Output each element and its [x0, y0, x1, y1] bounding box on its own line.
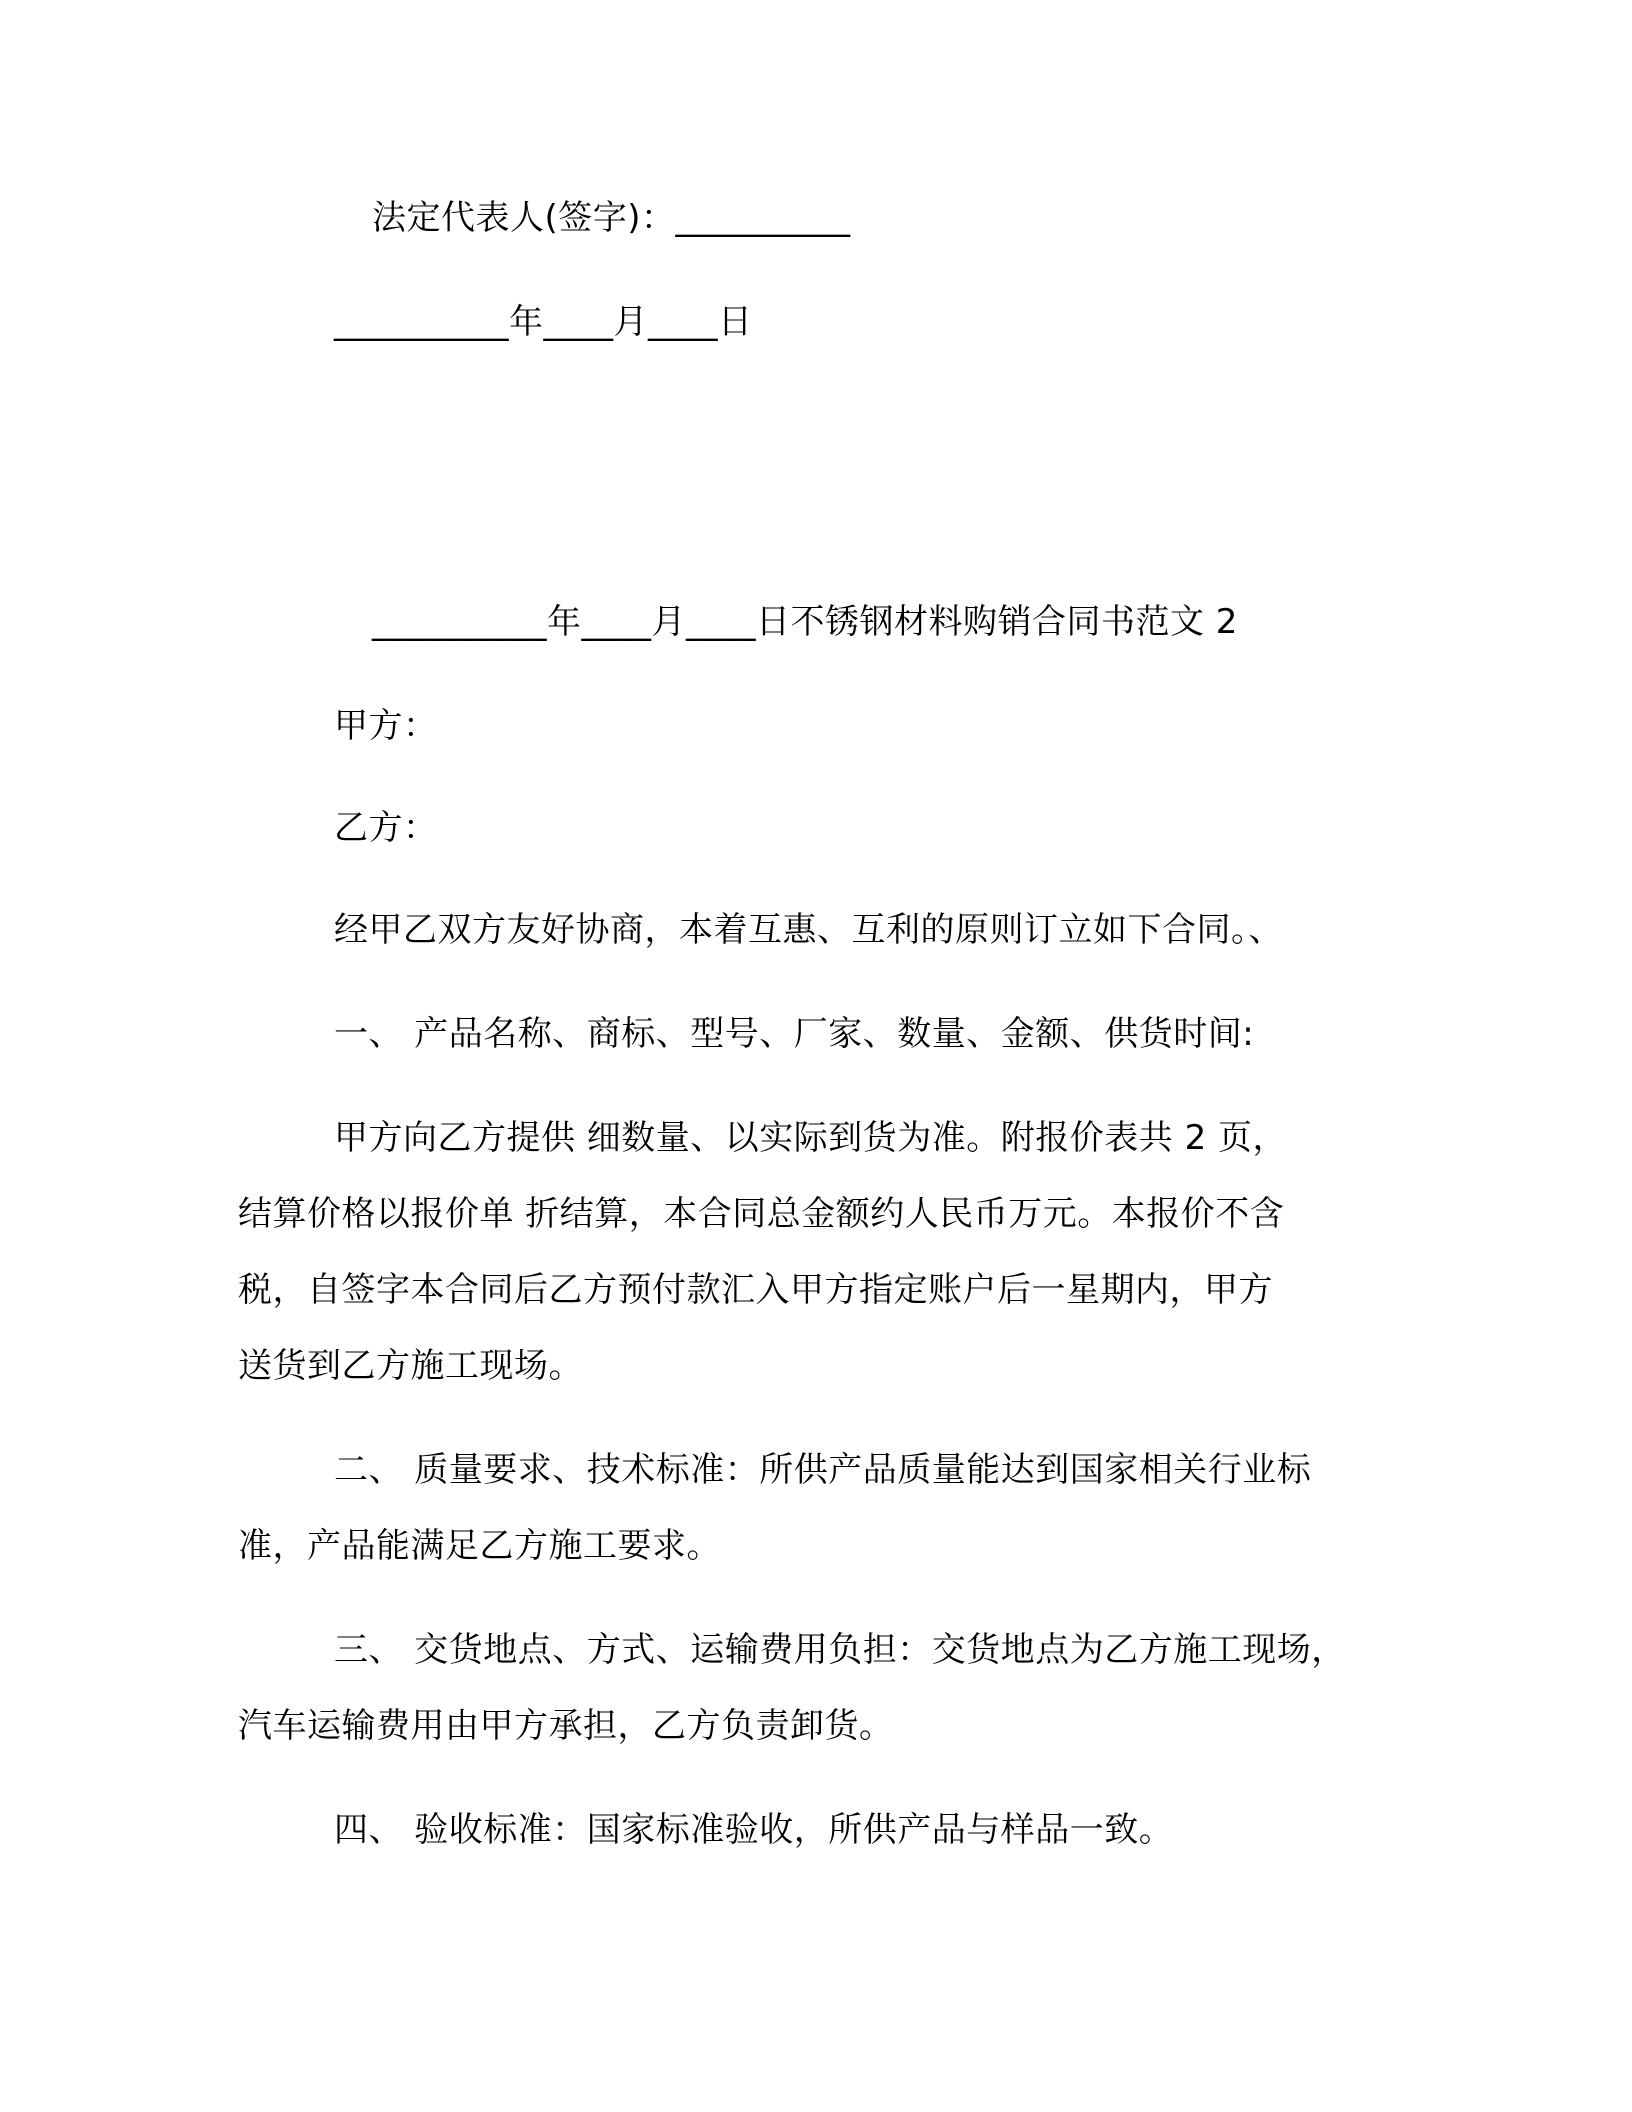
section-1-line: 甲方向乙方提供 细数量、以实际到货为准。附报价表共 2 页， [334, 1118, 1288, 1158]
section-2-line: 准，产品能满足乙方施工要求。 [238, 1526, 721, 1566]
legal-representative-signature-line: 法定代表人(签字)：__________ [372, 198, 851, 238]
section-1-line: 送货到乙方施工现场。 [238, 1346, 583, 1386]
section-1-line: 结算价格以报价单 折结算，本合同总金额约人民币万元。本报价不含 [238, 1194, 1285, 1234]
contract-title: __________年____月____日不锈钢材料购销合同书范文 2 [372, 602, 1238, 642]
party-a-label: 甲方： [334, 706, 438, 746]
intro-paragraph: 经甲乙双方友好协商，本着互惠、互利的原则订立如下合同。、 [334, 910, 1283, 950]
section-1-heading: 一、 产品名称、商标、型号、厂家、数量、金额、供货时间: [334, 1014, 1255, 1054]
section-3-line: 三、 交货地点、方式、运输费用负担：交货地点为乙方施工现场， [334, 1630, 1346, 1670]
party-b-label: 乙方： [334, 808, 438, 848]
section-1-line: 税，自签字本合同后乙方预付款汇入甲方指定账户后一星期内，甲方 [238, 1270, 1273, 1310]
section-3-line: 汽车运输费用由甲方承担，乙方负责卸货。 [238, 1706, 894, 1746]
signature-date-line: __________年____月____日 [334, 302, 753, 342]
section-2-line: 二、 质量要求、技术标准：所供产品质量能达到国家相关行业标 [334, 1450, 1312, 1490]
section-4-line: 四、 验收标准：国家标准验收，所供产品与样品一致。 [334, 1810, 1174, 1850]
